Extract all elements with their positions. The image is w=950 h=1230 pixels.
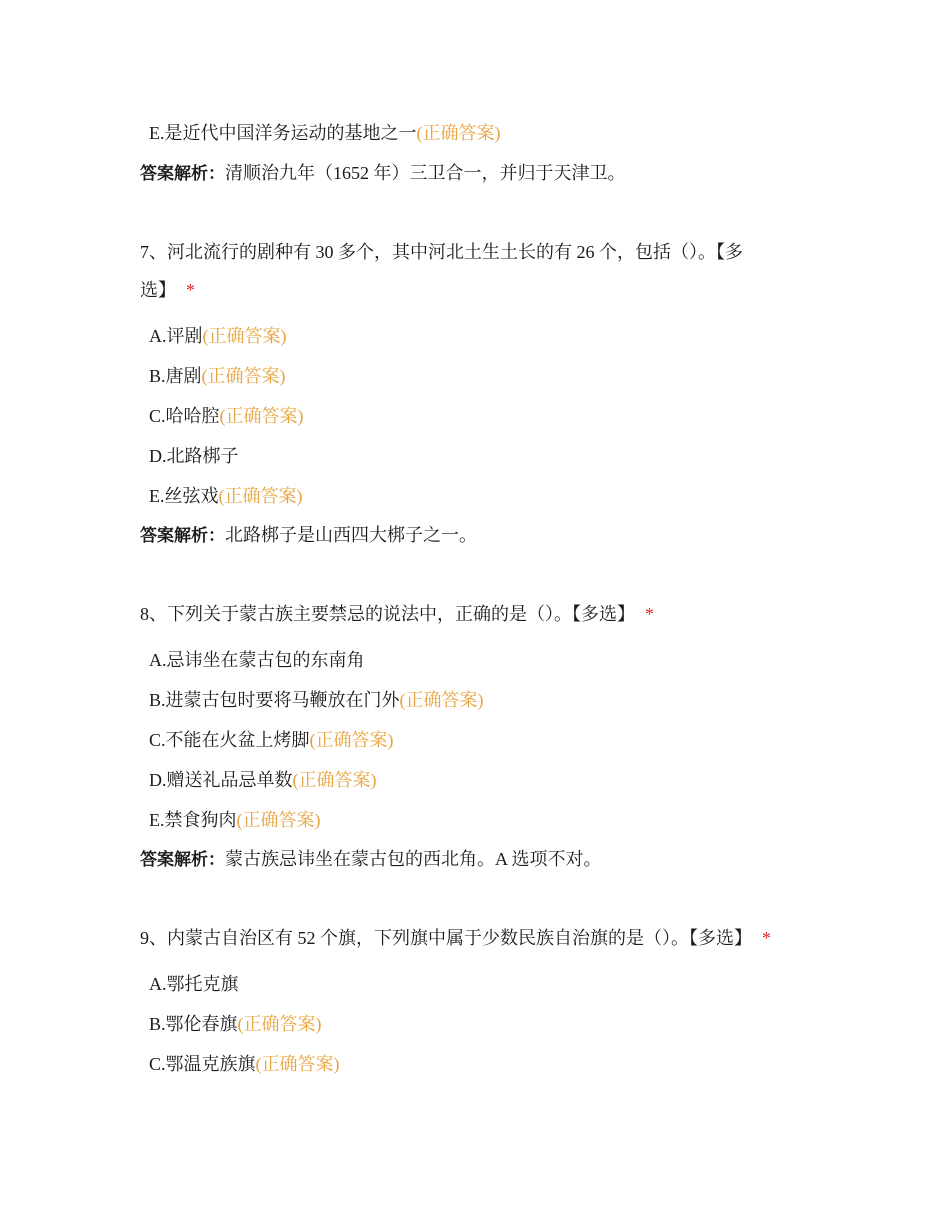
- option-label: C.鄂温克族旗: [149, 1054, 256, 1074]
- correct-answer-mark: (正确答案): [255, 1054, 340, 1074]
- option-label: B.鄂伦春旗: [149, 1014, 238, 1034]
- correct-answer-mark: (正确答案): [309, 730, 394, 750]
- option-label: A.鄂托克旗: [149, 974, 239, 994]
- q9-option-c: [149, 1052, 340, 1076]
- correct-answer-mark: (正确答案): [202, 326, 287, 346]
- option-label: A.评剧: [149, 326, 203, 346]
- explanation-text: 清顺治九年（1652 年）三卫合一，并归于天津卫。: [225, 163, 626, 183]
- q7-option-e: [149, 484, 303, 508]
- option-label: C.不能在火盆上烤脚: [149, 730, 310, 750]
- q7-option-d: [149, 444, 239, 468]
- option-label: D.赠送礼品忌单数: [149, 770, 293, 790]
- q9-option-b: [149, 1012, 322, 1036]
- correct-answer-mark: (正确答案): [399, 690, 484, 710]
- explanation-label: 答案解析：: [140, 850, 225, 870]
- option-label: E.丝弦戏: [149, 486, 219, 506]
- correct-answer-mark: (正确答案): [218, 486, 303, 506]
- q8-option-c: [149, 728, 394, 752]
- q8-explanation: [140, 847, 602, 872]
- q6-explanation: [140, 161, 626, 186]
- explanation-label: 答案解析：: [140, 526, 225, 546]
- option-label: B.唐剧: [149, 366, 202, 386]
- option-label: B.进蒙古包时要将马鞭放在门外: [149, 690, 400, 710]
- required-mark: *: [762, 928, 771, 948]
- q8-question: [140, 602, 654, 626]
- correct-answer-mark: (正确答案): [237, 1014, 322, 1034]
- required-mark: *: [645, 604, 654, 624]
- option-label: D.北路梆子: [149, 446, 239, 466]
- required-mark: *: [186, 280, 195, 300]
- q8-option-d: [149, 768, 377, 792]
- q7-question-line2: [140, 278, 195, 302]
- correct-answer-mark: (正确答案): [219, 406, 304, 426]
- q9-option-a: [149, 972, 239, 996]
- q8-option-e: [149, 808, 321, 832]
- q7-option-b: [149, 364, 286, 388]
- option-label: E.禁食狗肉: [149, 810, 237, 830]
- question-text: 9、内蒙古自治区有 52 个旗，下列旗中属于少数民族自治旗的是（）。【多选】: [140, 928, 752, 948]
- option-label: A.忌讳坐在蒙古包的东南角: [149, 650, 365, 670]
- q7-question-line1: 7、河北流行的剧种有 30 多个，其中河北土生土长的有 26 个，包括（）。【多: [140, 242, 743, 262]
- correct-answer-mark: (正确答案): [201, 366, 286, 386]
- q8-option-a: [149, 648, 365, 672]
- q9-question: [140, 926, 771, 950]
- explanation-label: 答案解析：: [140, 164, 225, 184]
- question-text: 选】: [140, 280, 176, 300]
- q6-option-e: [149, 121, 501, 145]
- q7-option-a: [149, 324, 287, 348]
- correct-answer-mark: (正确答案): [416, 123, 501, 143]
- correct-answer-mark: (正确答案): [236, 810, 321, 830]
- option-label: C.哈哈腔: [149, 406, 220, 426]
- q7-option-c: [149, 404, 304, 428]
- explanation-text: 北路梆子是山西四大梆子之一。: [225, 525, 477, 545]
- q7-explanation: [140, 523, 477, 548]
- correct-answer-mark: (正确答案): [292, 770, 377, 790]
- explanation-text: 蒙古族忌讳坐在蒙古包的西北角。A 选项不对。: [225, 849, 602, 869]
- question-text: 8、下列关于蒙古族主要禁忌的说法中，正确的是（）。【多选】: [140, 604, 635, 624]
- option-label: E.是近代中国洋务运动的基地之一: [149, 123, 417, 143]
- q8-option-b: [149, 688, 484, 712]
